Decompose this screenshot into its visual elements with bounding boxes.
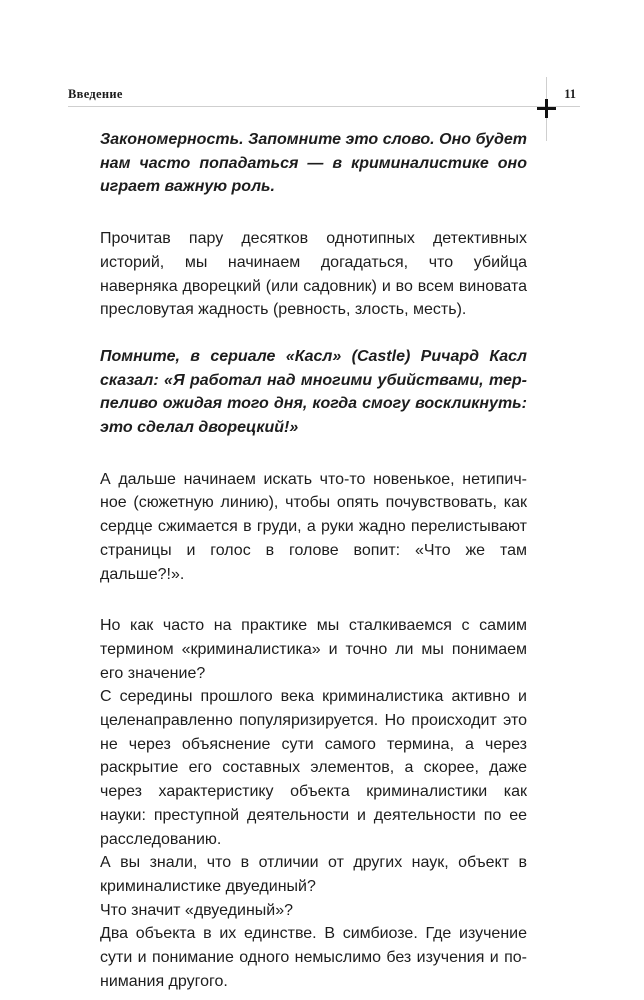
paragraph-4: А дальше начинаем искать что-то новенькое, нетипичное (сюжетную линию), чтобы опять почувствовать, как сердце сжимается в груди, а руки жадно перелистывают страницы и голос в голове вопит: «Что же там дальше?!».	[100, 470, 527, 583]
crop-mark-icon	[537, 99, 556, 118]
page-number: 11	[564, 87, 576, 101]
paragraph-2: Прочитав пару десятков однотипных детективных историй, мы начинаем догадаться, что убийца наверняка дворецкий (или садовник) и во всем виновата пресловутая жадность (ревность, злость, месть).	[100, 230, 527, 319]
chapter-title: Введение	[68, 87, 123, 101]
paragraph-6: С середины прошлого века криминалистика активно и целенаправленно популяризируется. Но происходит это не через объяснение сути самого термина, а через раскрытие его составных элементов, а скорее, даже через характеристику объекта криминалистики как науки: преступной деятельности и деятельности по ее расследованию.	[100, 688, 527, 848]
paragraph-8: Что значит «двуединый»?	[100, 901, 294, 919]
emphasis-paragraph-2: Помните, в сериале «Касл» (Castle) Ричард Касл сказал: «Я работал над многими убийствами, терпеливо ожидая того дня, когда смогу воскликнуть: это сделал дворецкий!»	[100, 347, 527, 437]
paragraph-7: А вы знали, что в отличии от других наук, объект в криминалистике двуединый?	[100, 854, 527, 895]
paragraph-9: Два объекта в их единстве. В симбиозе. Где изучение сути и понимание одного немыслимо без изучения и понимания другого.	[100, 925, 527, 990]
page-body	[100, 128, 527, 994]
header-rule	[68, 106, 580, 107]
paragraph-5: Но как часто на практике мы сталкиваемся с самим термином «криминалистика» и точно ли мы понимаем его значение?	[100, 617, 527, 682]
emphasis-paragraph-1: Закономерность. Запомните это слово. Оно будет нам часто попадаться — в криминалистике оно играет важную роль.	[100, 131, 527, 196]
